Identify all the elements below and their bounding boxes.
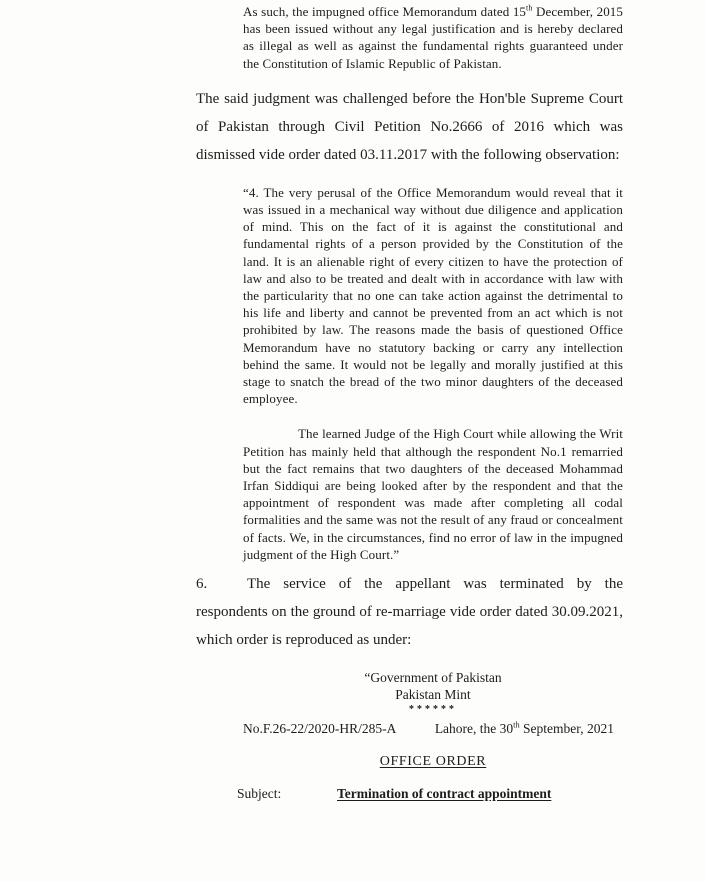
high-court-findings-quote: The learned Judge of the High Court while allowing the Writ Petition has mainly held that although the respondent No.1 remarried but the fact remains that two daughters of the deceased Mohammad Irfan Siddiqui are being looked after by the respondent and that the appointment of respondent was made after completing all codal formalities and the same was not the result of any fraud or concealment of facts. We, in the circumstances, find no error of law in the impugned judgment of the High Court.” [243,426,623,562]
office-order-title: OFFICE ORDER [379,753,487,769]
reference-number: No.F.26-22/2020-HR/285-A [243,720,397,736]
judgment-challenge-paragraph: The said judgment was challenged before the Hon'ble Supreme Court of Pakistan through Civil Petition No.2666 of 2016 which was dismissed vide order dated 03.11.2017 with the following observation: [196,90,623,163]
ordinal-superscript: th [526,3,533,13]
office-order-title-row [243,752,623,771]
termination-paragraph-text: The service of the appellant was terminated by the respondents on the ground of re-marriage vide order dated 30.09.2021, which order is reproduced as under: [196,576,623,649]
reference-and-date-row [243,720,623,738]
stars-separator: ****** [409,703,457,715]
reproduced-office-order [237,669,623,803]
subject-label: Subject: [237,785,282,801]
termination-paragraph [196,570,623,654]
government-header: “Government of Pakistan [364,670,502,686]
paragraph-number: 6. [196,576,208,593]
supreme-court-observation-quote: “4. The very perusal of the Office Memorandum would reveal that it was issued in a mechanical way without due diligence and application of mind. This on the fact of it is against the constitutional and fundamental rights of a person provided by the Constitution of the land. It is an alienable right of every citizen to have the protection of law and also to be treated and dealt with in accordance with law with the particularity that no one can take action against the detrimental to his life and liberty and cannot be prevented from an act which is not prohibited by law. The reasons made the basis of questioned Office Memorandum have no statutory backing or carry any intellection behind the same. It would not be legally and morally justified at this stage to snatch the bread of the two minor daughters of the deceased employee. [243,184,623,407]
order-date: Lahore, the 30th September, 2021 [434,720,614,736]
opening-quote-text-pre: As such, the impugned office Memorandum dated 15 [243,4,527,19]
opening-quote-block [243,3,623,72]
ordinal-superscript: th [513,720,520,730]
opening-quote-text-post: December, 2015 has been issued without any legal justification and is hereby declared as illegal as well as against the fundamental rights guaranteed under the Constitution of Islamic Republic of Pakistan. [243,4,623,71]
subject-value: Termination of contract appointment [337,785,552,801]
subject-row [237,785,623,803]
mint-header: Pakistan Mint [395,687,471,703]
